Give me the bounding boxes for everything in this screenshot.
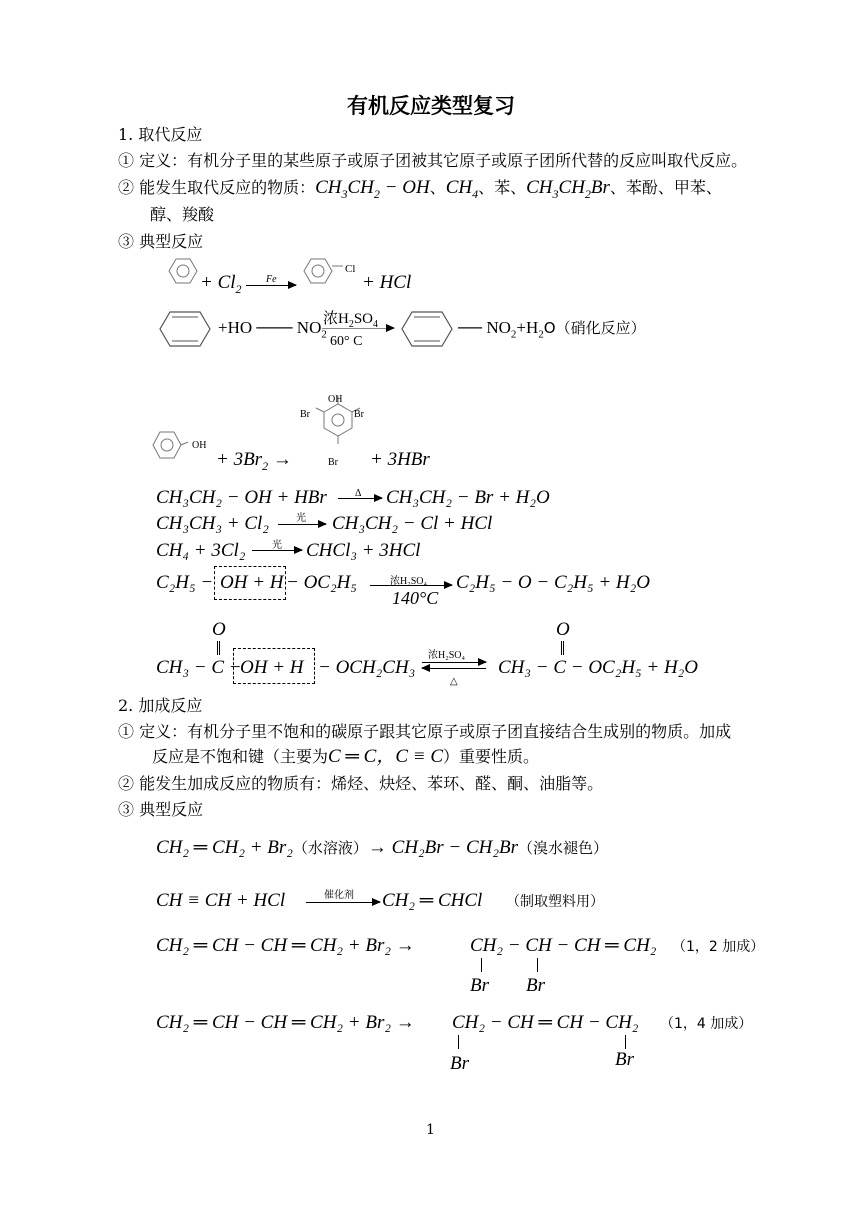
r4-left: CH₃CH₂ − OH + HBr [156, 487, 327, 508]
r8-cond-top: 浓H₂SO₄ [428, 650, 465, 661]
page-title: 有机反应类型复习 [347, 94, 515, 118]
a4-br-2: Br [615, 1049, 634, 1070]
a3-br-2: Br [526, 975, 545, 996]
r3-oh: OH [192, 440, 207, 451]
a3-bond-1 [481, 958, 482, 972]
a3-bond-2 [537, 958, 538, 972]
addition-typical-label: ③ 典型反应 [118, 800, 204, 819]
r6-right: CHCl₃ + 3HCl [306, 540, 421, 561]
r8-double-bond-left [217, 641, 220, 655]
a4-bond-1 [458, 1035, 459, 1049]
r3-product: + 3HBr [370, 449, 430, 470]
r6-cond: 光 [272, 540, 282, 551]
a3-note: （1，2 加成） [672, 939, 765, 955]
r2-product: ── $NO_2+H_2O$（硝化反应） [458, 318, 646, 341]
a4-left: CH₂ ═ CH − CH ═ CH₂ + Br₂ → [156, 1012, 415, 1033]
r2-reagent: +HO ─── $NO_2$ [218, 318, 327, 341]
phenol-icon [152, 430, 192, 460]
r8-right: CH₃ − C − OC₂H₅ + H₂O [498, 657, 699, 678]
benzene-icon [168, 258, 198, 284]
r7-arrow [370, 585, 452, 586]
r3-reagent: + $3Br_2$ → [216, 449, 292, 473]
section-heading-addition: 2. 加成反应 [118, 696, 203, 715]
r3-br-left: Br [300, 409, 310, 420]
substitution-definition: ① 定义：有机分子里的某些原子或原子团被其它原子或原子团所代替的反应叫取代反应。 [118, 151, 748, 170]
r4-cond: Δ [355, 488, 362, 499]
r7-right: C₂H₅ − O − C₂H₅ + H₂O [456, 572, 650, 593]
r6-arrow [252, 550, 302, 551]
nitrobenzene-ring-icon [400, 310, 454, 348]
r8-cond-bottom: △ [450, 676, 458, 687]
a2-cond: 催化剂 [324, 890, 354, 901]
r3-br-bottom: Br [328, 457, 338, 468]
a4-bond-2 [625, 1035, 626, 1049]
a3-left: CH₂ ═ CH − CH ═ CH₂ + Br₂ → [156, 935, 415, 956]
page-number: 1 [426, 1122, 435, 1138]
r1-cl-label: Cl [345, 263, 356, 275]
a3-right: CH₂ − CH − CH ═ CH₂ [470, 935, 657, 956]
r5-left: CH₃CH₃ + Cl₂ [156, 513, 269, 534]
r8-part-c: − OCH₂CH₃ [318, 657, 416, 678]
substitution-substances-cont: 醇、羧酸 [150, 205, 215, 224]
r1-reagent: + $Cl_2$ [200, 272, 242, 296]
a4-right: CH₂ − CH ═ CH − CH₂ [452, 1012, 639, 1033]
r8-part-a: CH₃ − C − [156, 657, 242, 678]
addition-substances: ② 能发生加成反应的物质有：烯烃、炔烃、苯环、醛、酮、油脂等。 [118, 774, 604, 793]
r6-left: CH₄ + 3Cl₂ [156, 540, 246, 561]
r8-o-right: O [556, 619, 570, 640]
section-heading-substitution: 1. 取代反应 [118, 125, 203, 144]
r3-br-right: Br [354, 409, 364, 420]
benzene-ring-icon [158, 310, 212, 348]
a4-note: （1，4 加成） [660, 1016, 753, 1032]
r5-right: CH₃CH₂ − Cl + HCl [332, 513, 493, 534]
r8-arrow-reverse [422, 668, 486, 669]
r1-product: + HCl [362, 272, 412, 293]
a4-br-1: Br [450, 1053, 469, 1074]
typical-reactions-label: ③ 典型反应 [118, 232, 204, 251]
r1-catalyst: Fe [266, 274, 277, 285]
r7-part-a: C₂H₅ − [156, 572, 214, 593]
a1-equation: CH₂ ═ CH₂ + Br₂（水溶液）→ CH₂Br − CH₂Br（溴水褪色） [156, 837, 608, 858]
a3-br-1: Br [470, 975, 489, 996]
a2-right: CH₂ ═ CHCl [382, 890, 483, 911]
addition-definition: ① 定义：有机分子里不饱和的碳原子跟其它原子或原子团直接结合生成别的物质。加成 [118, 722, 732, 741]
r8-part-b: OH + H [240, 657, 304, 678]
r3-oh-top: OH [328, 394, 343, 405]
r7-cond-bottom: 140°C [392, 588, 439, 608]
r8-arrow-forward [422, 662, 486, 663]
a2-note: （制取塑料用） [506, 894, 604, 910]
r8-o-left: O [212, 619, 226, 640]
chlorobenzene-icon [303, 258, 343, 284]
r8-double-bond-right [561, 641, 564, 655]
r2-arrow [322, 328, 394, 329]
a2-left: CH ≡ CH + HCl [156, 890, 286, 911]
r2-cond-bottom: 60° C [330, 334, 363, 349]
a2-arrow [306, 902, 380, 903]
r4-right: CH₃CH₂ − Br + H₂O [386, 487, 550, 508]
addition-definition-cont: 反应是不饱和键（主要为C ═ C，C ≡ C）重要性质。 [152, 746, 540, 767]
r4-arrow [338, 498, 382, 499]
r1-arrow [246, 285, 296, 286]
r5-arrow [278, 524, 326, 525]
r7-part-b: OH + H [220, 572, 284, 593]
r7-cond-top: 浓H₂SO₄ [390, 576, 427, 587]
substitution-substances: ② 能发生取代反应的物质：$CH_3CH_2$ − OH、$CH_4$、苯、$CH_3CH_2Br$、苯酚、甲苯、 [118, 177, 722, 201]
r7-part-c: − OC₂H₅ [286, 572, 357, 593]
r5-cond: 光 [296, 513, 306, 524]
r2-cond-top: 浓$H_2SO_4$ [323, 311, 379, 330]
